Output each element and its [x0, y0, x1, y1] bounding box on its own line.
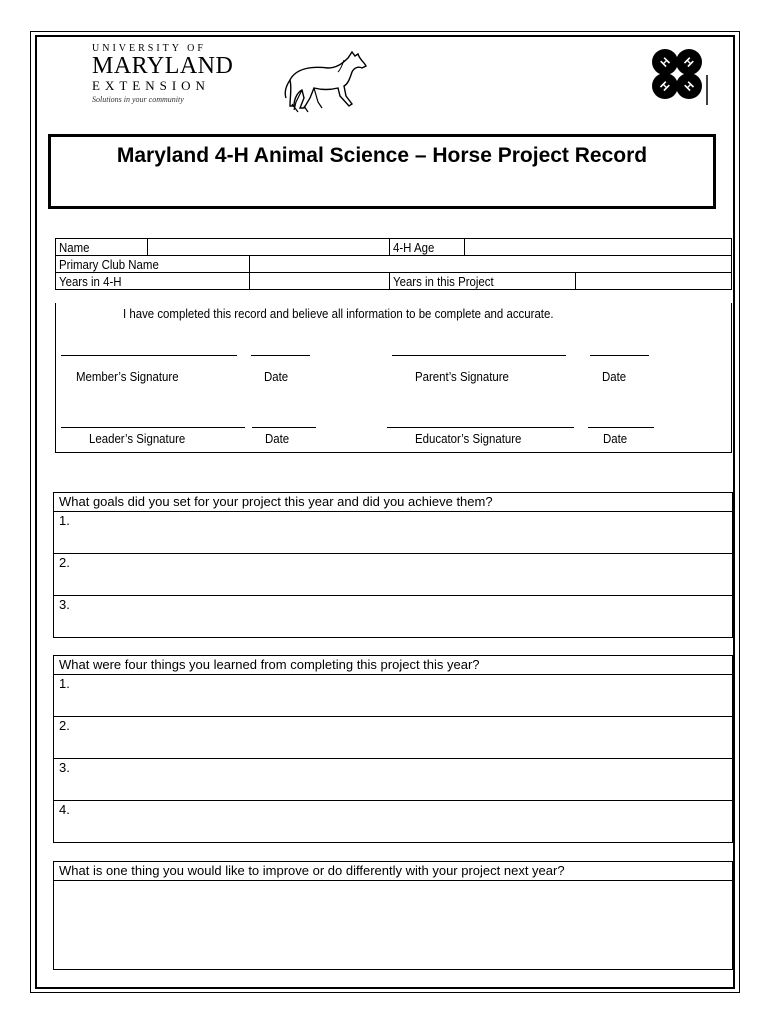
educator-signature-label: Educator’s Signature — [415, 431, 522, 446]
leader-signature-line[interactable] — [61, 427, 245, 428]
svg-text:H: H — [681, 55, 696, 70]
leader-signature-label: Leader’s Signature — [89, 431, 186, 446]
parent-date-line[interactable] — [590, 355, 649, 356]
learned-2-field[interactable]: 2. — [54, 717, 732, 759]
educator-signature-line[interactable] — [387, 427, 574, 428]
umd-extension-logo — [92, 44, 232, 114]
name-field[interactable] — [147, 239, 390, 256]
club-row — [56, 256, 732, 273]
improve-field[interactable] — [54, 881, 732, 970]
goal-3-field[interactable]: 3. — [59, 597, 70, 612]
educator-date-label: Date — [603, 431, 628, 446]
learned-3-field[interactable]: 3. — [54, 759, 732, 801]
logo-line-extension: EXTENSION — [92, 78, 210, 93]
name-row — [56, 239, 732, 256]
learned-1-field[interactable]: 1. — [54, 675, 732, 717]
parent-date-label: Date — [602, 369, 627, 384]
question-improve — [53, 861, 733, 970]
goal-1-field[interactable]: 1. — [54, 512, 732, 554]
signature-area-bottom — [55, 452, 732, 453]
parent-signature-label: Parent’s Signature — [415, 369, 509, 384]
years-row — [56, 273, 732, 290]
educator-date-line[interactable] — [588, 427, 654, 428]
leader-date-line[interactable] — [252, 427, 316, 428]
member-date-label: Date — [264, 369, 289, 384]
signature-area — [55, 303, 732, 453]
member-signature-line[interactable] — [61, 355, 237, 356]
parent-signature-line[interactable] — [392, 355, 566, 356]
project-years-label: Years in this Project — [390, 273, 576, 290]
question-improve-text: What is one thing you would like to improve or do differently with your project next year? — [54, 862, 732, 881]
question-goals — [53, 492, 733, 638]
club-label: Primary Club Name — [56, 256, 250, 273]
name-label: Name — [56, 239, 148, 256]
member-signature-label: Member’s Signature — [76, 369, 179, 384]
club-field[interactable] — [249, 256, 731, 273]
logo-line-maryland: MARYLAND — [92, 53, 234, 79]
certification-statement: I have completed this record and believe all information to be complete and accurate. — [123, 306, 554, 321]
learned-4-field[interactable]: 4. — [59, 802, 70, 817]
age-label: 4-H Age — [390, 239, 465, 256]
member-info-table — [55, 238, 732, 290]
leader-date-label: Date — [265, 431, 290, 446]
member-date-line[interactable] — [251, 355, 310, 356]
title-box — [48, 134, 716, 209]
goal-2-field[interactable]: 2. — [54, 554, 732, 596]
age-field[interactable] — [465, 239, 732, 256]
page-title: Maryland 4-H Animal Science – Horse Project Record — [116, 144, 648, 167]
four-h-clover-icon — [646, 43, 708, 105]
question-learned-text: What were four things you learned from completing this project this year? — [54, 656, 732, 675]
svg-text:H: H — [657, 79, 672, 94]
horse-icon — [282, 46, 368, 114]
svg-text:H: H — [658, 55, 673, 70]
project-years-field[interactable] — [576, 273, 732, 290]
question-learned — [53, 655, 733, 843]
logo-tagline: Solutions in your community — [92, 95, 184, 104]
years-field[interactable] — [249, 273, 390, 290]
years-label: Years in 4-H — [56, 273, 250, 290]
question-goals-text: What goals did you set for your project this year and did you achieve them? — [54, 493, 732, 512]
svg-text:H: H — [682, 79, 697, 94]
logo-line-university: UNIVERSITY OF — [92, 43, 206, 54]
